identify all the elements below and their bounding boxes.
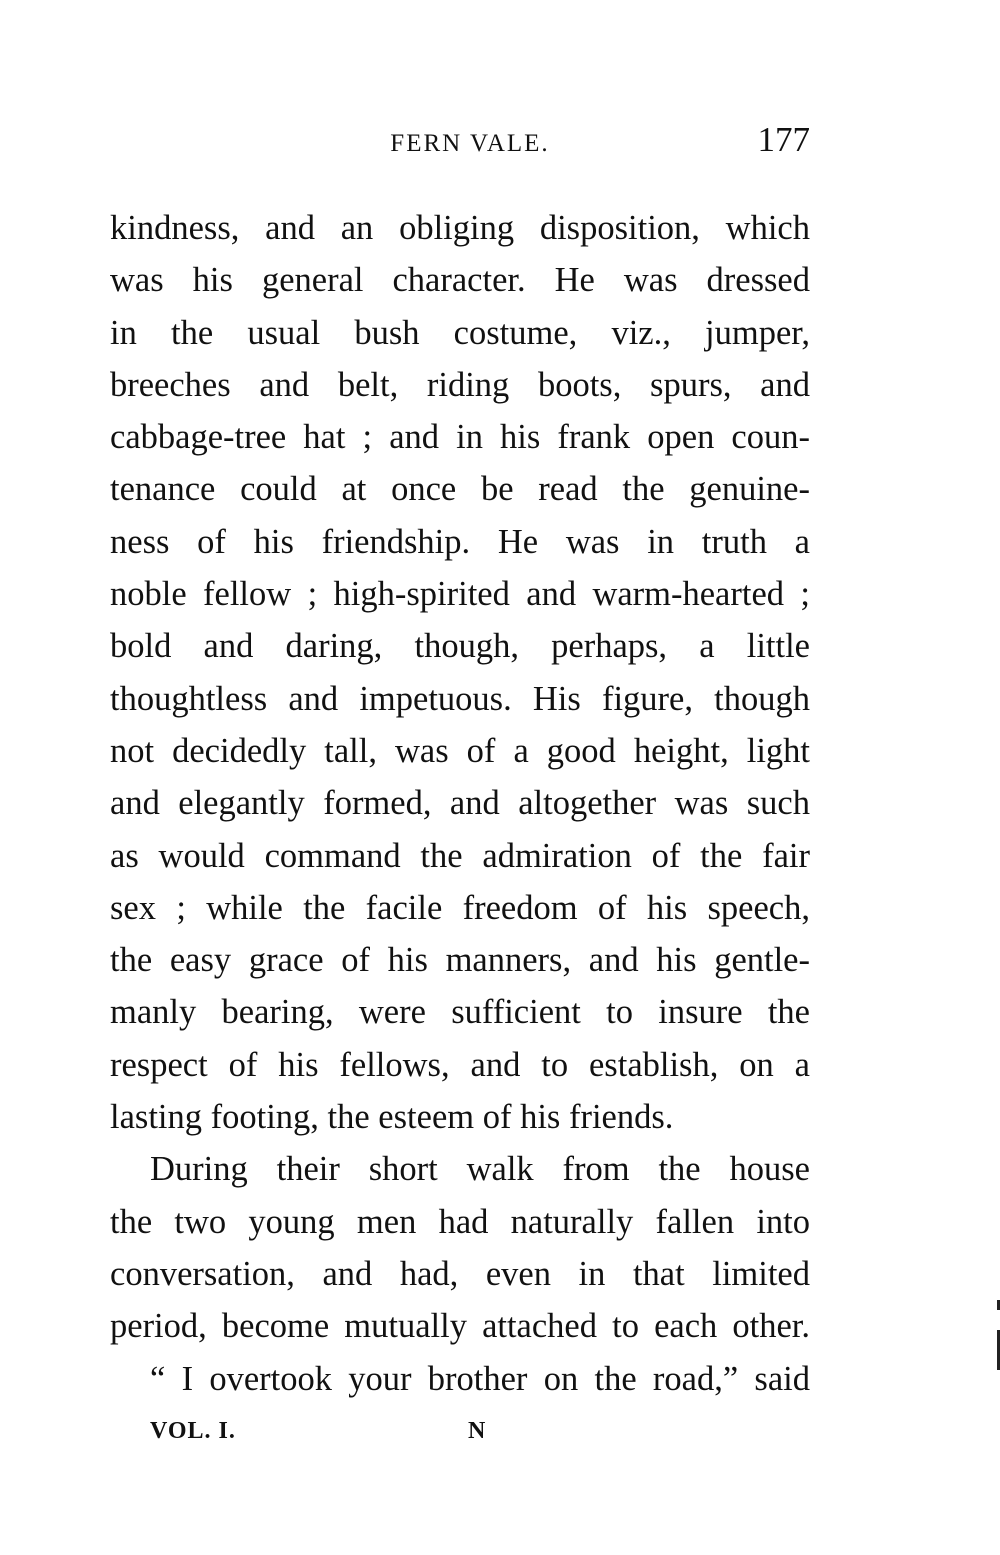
text-line: “ I overtook your brother on the road,” said [150,1359,810,1398]
text-line: the easy grace of his manners, and his gentle- [110,941,810,980]
text-line: in the usual bush costume, viz., jumper, [110,313,810,352]
text-line: was his general character. He was dressed [110,261,810,300]
text-line: the two young men had naturally fallen into [110,1202,810,1241]
text-line: respect of his fellows, and to establish, on a [110,1045,810,1084]
page-number: 177 [757,120,810,159]
volume-mark: VOL. I. [150,1418,236,1444]
text-line: as would command the admiration of the fair [110,836,810,875]
text-line: not decidedly tall, was of a good height, light [110,731,810,770]
running-title: FERN VALE. [390,130,550,157]
body-text [110,202,810,1405]
text-line: bold and daring, though, perhaps, a little [110,627,810,666]
text-line: breeches and belt, riding boots, spurs, and [110,365,810,404]
page-footer [150,1418,550,1458]
text-line: kindness, and an obliging disposition, which [110,209,810,247]
text-line: period, become mutually attached to each other. [110,1307,810,1346]
text-line: conversation, and had, even in that limited [110,1254,810,1293]
signature-mark: N [468,1418,487,1444]
text-line: cabbage-tree hat ; and in his frank open coun- [110,418,810,457]
text-line: tenance could at once be read the genuine- [110,470,810,509]
text-line: manly bearing, were sufficient to insure the [110,993,810,1032]
text-line: sex ; while the facile freedom of his speech, [110,888,810,927]
running-head [110,120,810,170]
text-line: lasting footing, the esteem of his friends. [110,1098,674,1137]
text-line: and elegantly formed, and altogether was such [110,784,810,823]
text-line: During their short walk from the house [150,1150,810,1189]
text-line: thoughtless and impetuous. His figure, though [110,679,810,718]
text-line: ness of his friendship. He was in truth a [110,522,810,561]
text-line: noble fellow ; high-spirited and warm-hearted ; [110,575,810,614]
